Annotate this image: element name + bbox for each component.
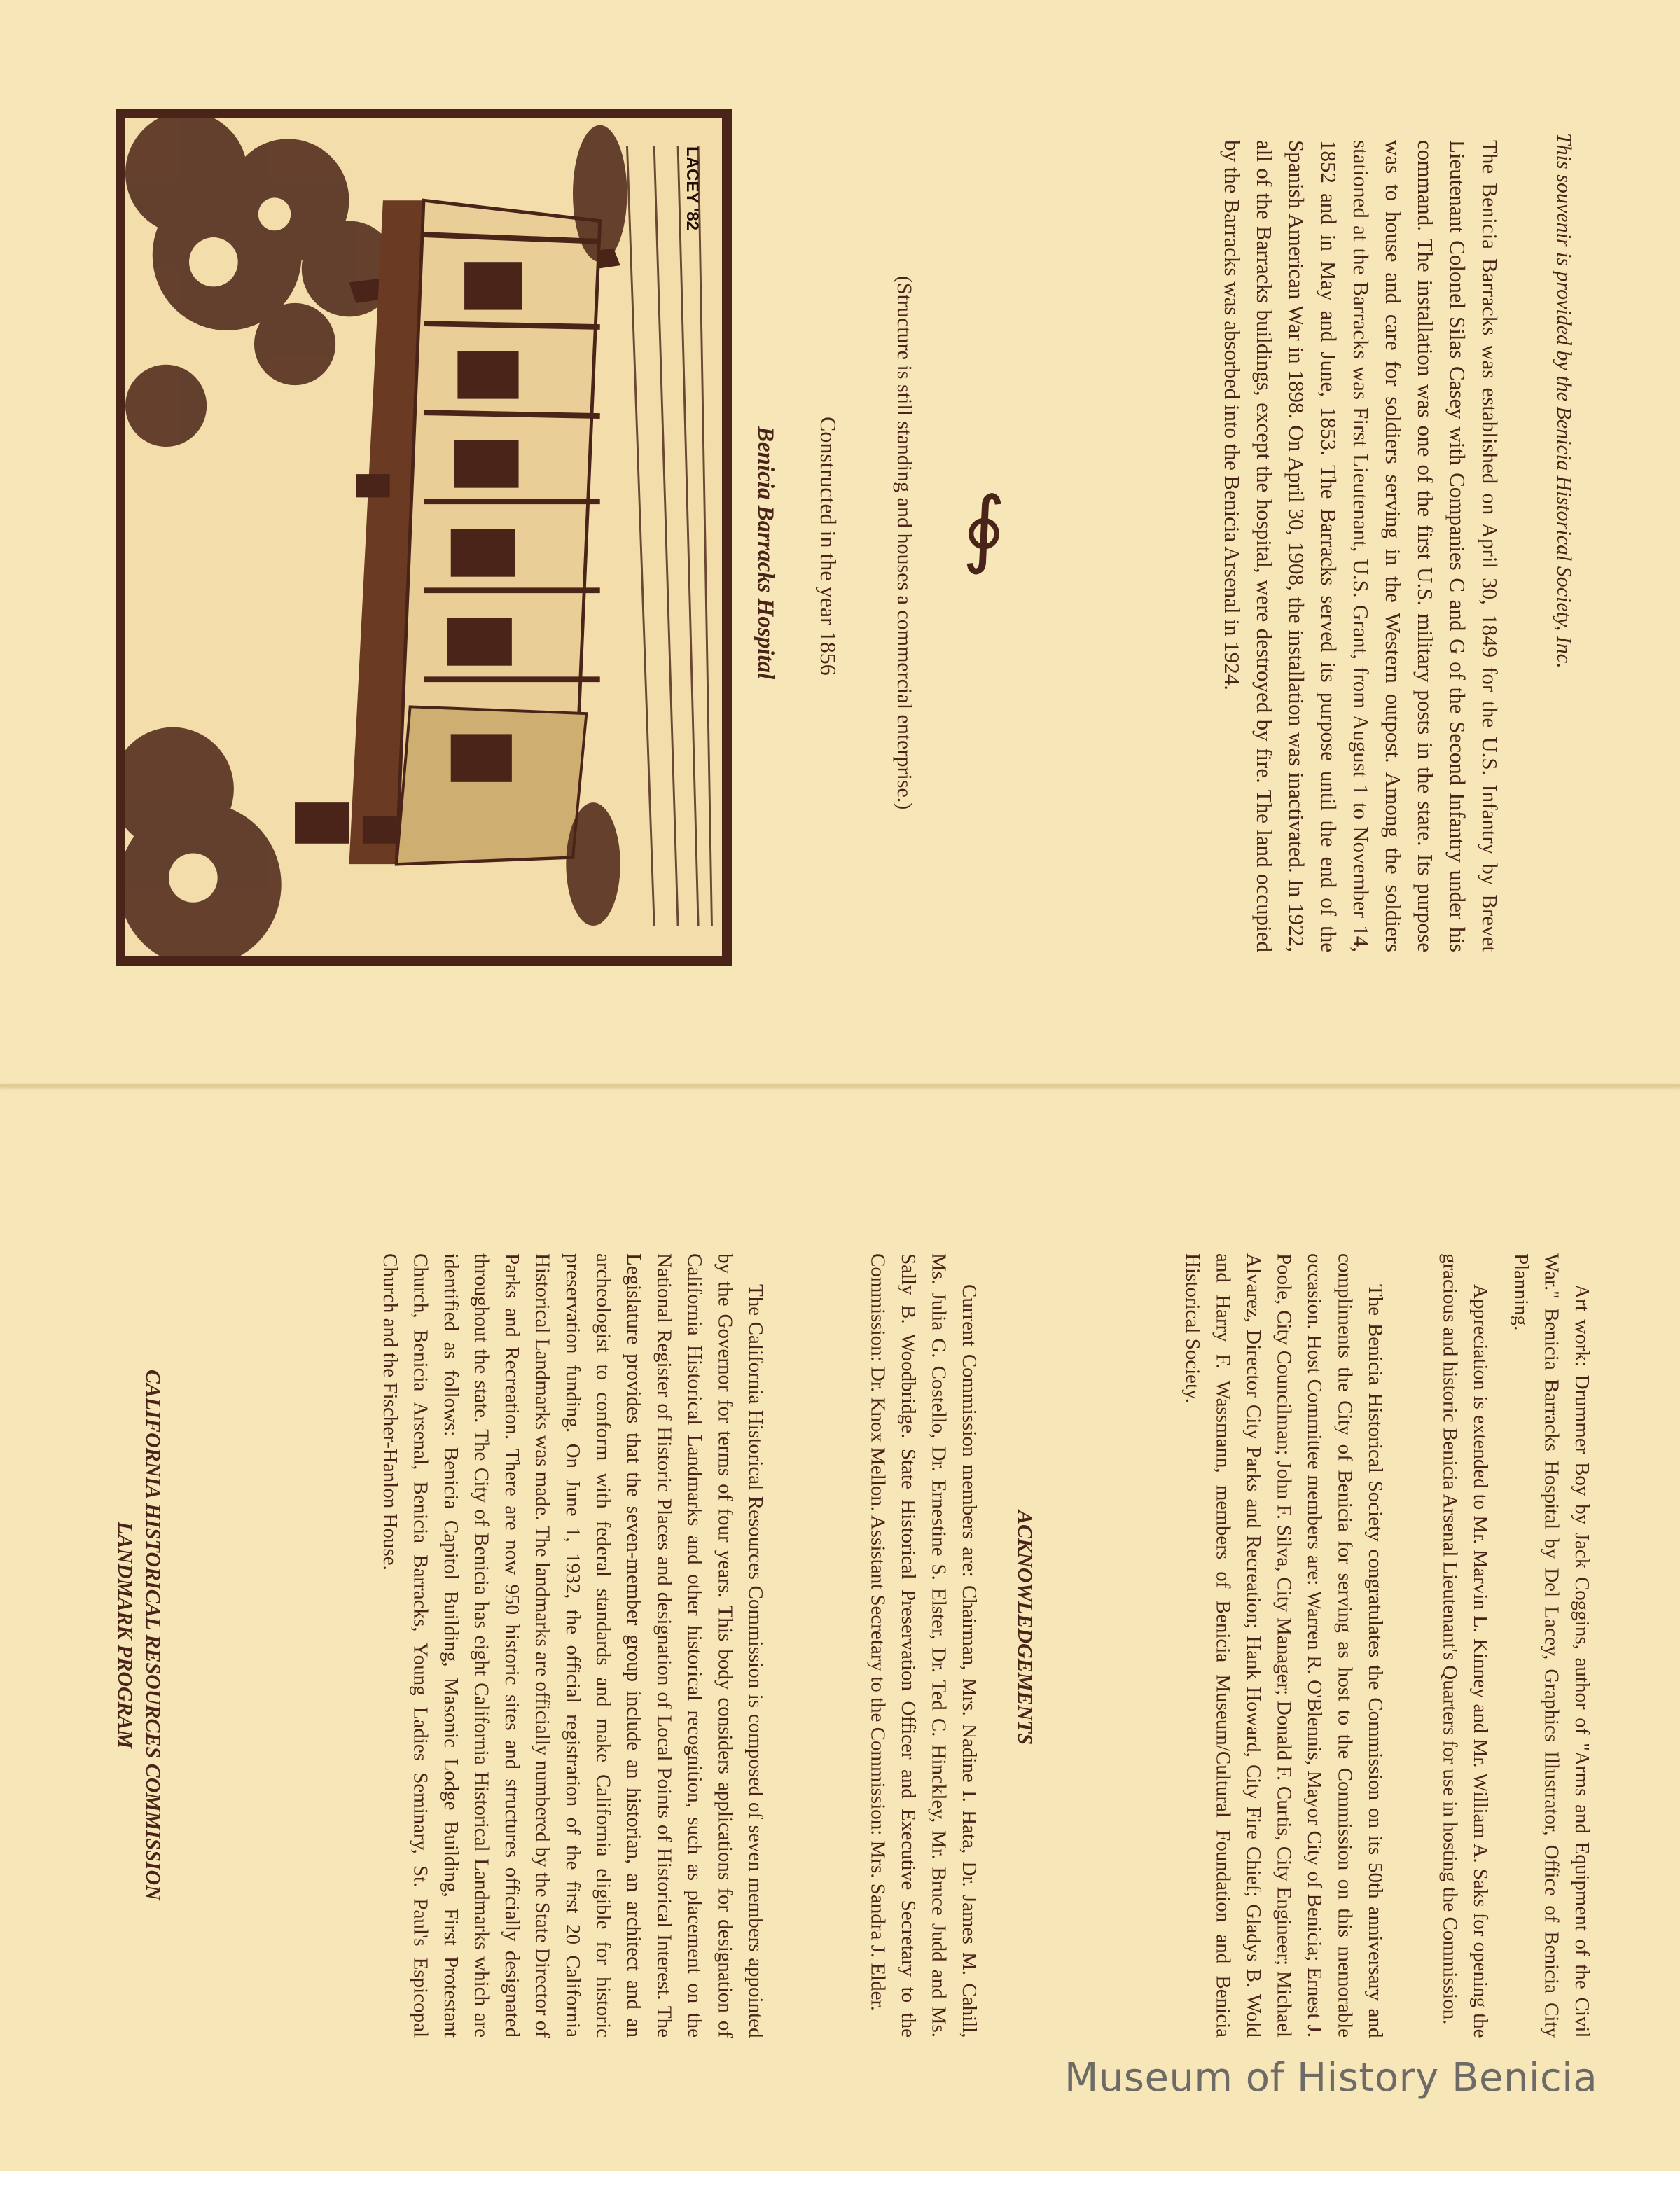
hospital-illustration — [125, 118, 722, 956]
section-title-landmark — [111, 1253, 167, 2017]
acknowledgements-title: ACKNOWLEDGEMENTS — [1013, 1510, 1036, 1746]
landmark-program-paragraph: The California Historical Resources Commission is composed of seven members appointed by the Governor for terms of four years. This body considers applications for designation of California Historical Landmarks and other historical recognition, such as placement on the National Register of Historic Places and designation of Local Points of Historical Interest. The Legislature provides that the seven-member group include an historian, an architect and an archeologist to conform with federal standards and make California eligible for historic preservation funding. On June 1, 1932, the official registration of the first 20 California Historical Landmarks was made. The landmarks are officially numbered by the State Director of Parks and Recreation. There are now 950 historic sites and structures officially designated throughout the state. The City of Benicia has eight California Historical Landmarks which are identified as follows: Benicia Capitol Building, Masonic Lodge Building, First Protestant Church, Benicia Arsenal, Benicia Barracks, Young Ladies Seminary, St. Paul's Espicopal Church and the Fischer-Hanlon House. — [379, 1253, 767, 2038]
barracks-history: The Benicia Barracks was established on April 30, 1849 for the U.S. Infantry by Brevet Lieutenant Colonel Silas Casey with Companies C and G of the Second Infantry under his command. The installation was one of the first U.S. military posts in the state. Its purpose was to house and care for soldiers serving in the Western outpost. Among the soldiers stationed at the Barracks was First Lieutenant, U.S. Grant, from August 1 to November 14, 1852 and in May and June, 1853. The Barracks served its purpose until the end of the Spanish American War in 1898. On April 30, 1908, the installation was inactivated. In 1922, all of the Barracks buildings, except the hospital, were destroyed by fire. The land occupied by the Barracks was absorbed into the Benicia Arsenal in 1924. — [1220, 140, 1502, 952]
acknowledgements-paragraph: The Benicia Historical Society congratulates the Commission on its 50th anniversary and compliments the City of Benicia for serving as host to the Commission on this memorable occasion. Host Committee members are: Warren R. O'Blennis, Mayor City of Benicia; Ernest J. Poole, City Councilman; John F. Silva, City Manager; Donald F. Curtis, City Engineer; Michael Alvarez, Director City Parks and Recreation; Hank Howard, City Fire Chief; Gladys B. Wold and Harry F. Wassmann, members of Benicia Museum/Cultural Foundation and Benicia Historical Society. — [1181, 1253, 1387, 2038]
section-title-line2: LANDMARK PROGRAM — [113, 1521, 137, 1749]
ornament-flourish: ∮ — [962, 482, 1006, 575]
scan-bottom-edge — [0, 2171, 1680, 2186]
souvenir-note: This souvenir is provided by the Benicia Historical Society, Inc. — [1553, 133, 1576, 669]
hospital-illustration-frame — [116, 109, 732, 966]
art-credits-paragraph: Art work: Drummer Boy by Jack Coggins, author of "Arms and Equipment of the Civil War." Benicia Barracks Hospital by Del Lacey, Graphics Illustrator, Office of Benicia City Planning. — [1510, 1253, 1593, 2038]
section-title-line1: CALIFORNIA HISTORICAL RESOURCES COMMISSION — [141, 1370, 165, 1900]
appreciation-paragraph: Appreciation is extended to Mr. Marvin L. Kinney and Mr. William A. Saks for opening the gracious and historic Benicia Arsenal Lieutenant's Quarters for use in hosting the Commission. — [1438, 1253, 1492, 2038]
commission-members-paragraph: Current Commission members are: Chairman, Mrs. Nadine I. Hata, Dr. James M. Cahill, Ms. Julia G. Costello, Dr. Ernestine S. Elster, Dr. Ted C. Hinckley, Mr. Bruce Judd and Ms. Sally B. Woodbridge. State Historical Preservation Officer and Executive Secretary to the Commission: Dr. Knox Mellon. Assistant Secretary to the Commission: Mrs. Sandra J. Elder. — [866, 1253, 980, 2038]
illustration-signature: LACEY '82 — [683, 146, 702, 230]
caption-year: Constructed in the year 1856 — [816, 417, 841, 676]
museum-watermark: Museum of History Benicia — [1064, 2055, 1598, 2101]
caption-note: (Structure is still standing and houses a commercial enterprise.) — [893, 275, 916, 810]
caption-title: Benicia Barracks Hospital — [753, 426, 778, 680]
fold-line — [0, 1084, 1680, 1087]
